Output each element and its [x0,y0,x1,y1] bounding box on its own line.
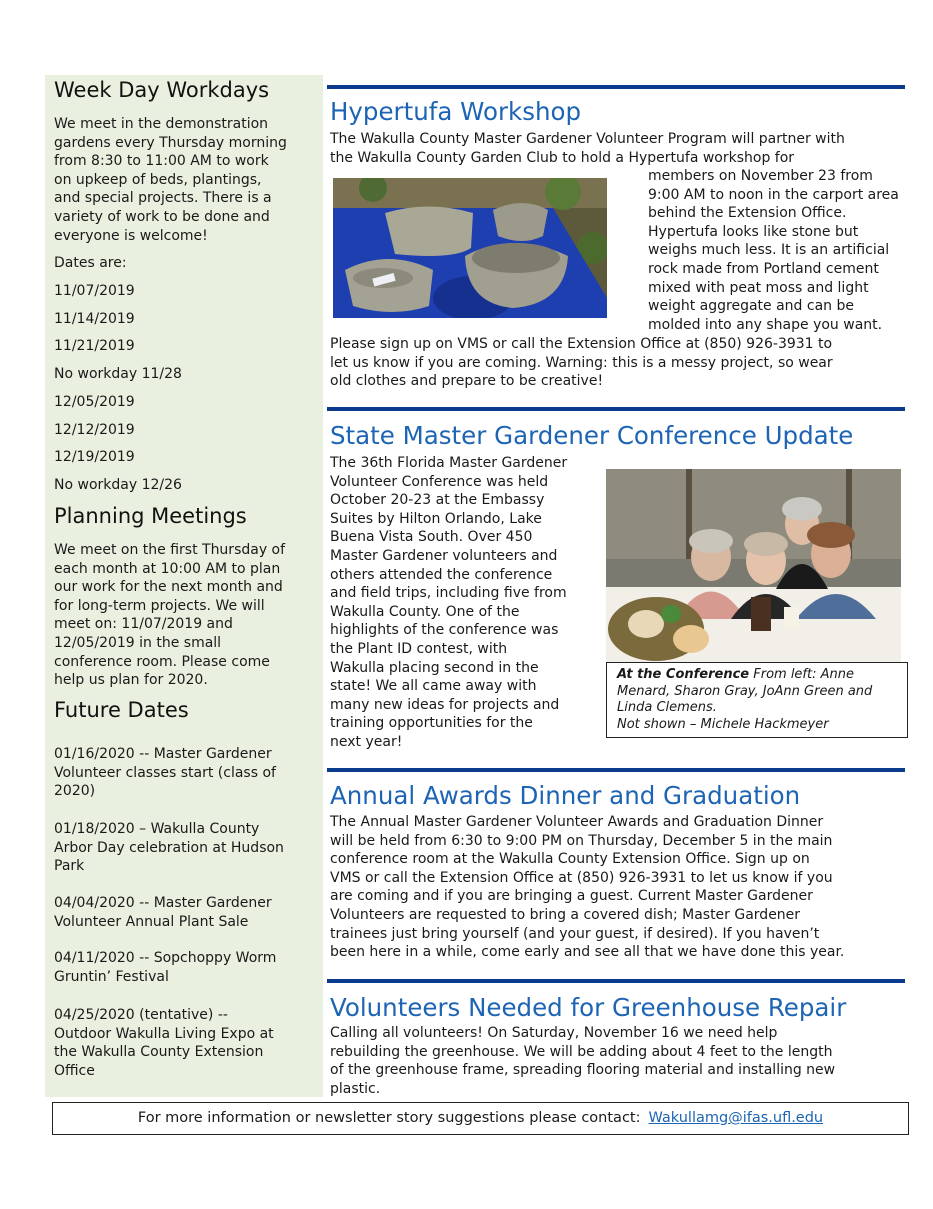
text-line: 2020) [54,783,96,800]
text-line: conference room at the Wakulla County Extension Office. Sign up on [330,851,810,868]
text-line: been here in a while, come early and see all that we have done this year. [330,944,845,961]
text-line: trainees just bring yourself (and your guest, if desired). If you haven’t [330,925,820,942]
conference-group-image [606,469,901,662]
text-line: The 36th Florida Master Gardener [330,455,568,471]
workday-date: 11/21/2019 [54,338,135,354]
weekday-workdays-heading: Week Day Workdays [54,78,270,102]
section-divider [327,979,905,983]
text-line: 9:00 AM to noon in the carport area [648,186,899,203]
future-date-item [54,894,316,931]
text-line: plastic. [330,1080,381,1097]
text-line: Arbor Day celebration at Hudson [54,839,284,856]
future-date-item [54,820,316,876]
text-line: our work for the next month and [54,579,283,596]
future-date-item [54,1006,316,1080]
workday-date: 12/19/2019 [54,449,135,465]
text-line: 01/16/2020 -- Master Gardener [54,746,272,762]
text-line: Volunteer classes start (class of [54,764,276,781]
workday-date: No workday 11/28 [54,366,182,382]
future-date-item [54,949,316,986]
text-line: each month at 10:00 AM to plan [54,560,281,577]
caption-text: From left: Anne Menard, Sharon Gray, JoAnn Green and Linda Clemens. [617,667,873,715]
text-line: Office [54,1062,95,1079]
hypertufa-side-text [648,167,910,334]
contact-email-link[interactable]: Wakullamg@ifas.ufl.edu [648,1110,824,1126]
conference-heading: State Master Gardener Conference Update [330,421,854,450]
text-line: variety of work to be done and [54,208,270,225]
text-line: behind the Extension Office. [648,205,847,222]
caption-bold-label: At the Conference [617,667,750,682]
hypertufa-planters-image [333,178,607,318]
text-line: are coming and if you are bringing a guest. Current Master Gardener [330,888,813,905]
awards-text [330,813,910,962]
text-line: the Wakulla County Garden Club to hold a Hypertufa workshop for [330,149,795,166]
footer-text: For more information or newsletter story suggestions please contact: [137,1110,641,1126]
text-line: on upkeep of beds, plantings, [54,171,262,188]
text-line: will be held from 6:30 to 9:00 PM on Thursday, December 5 in the main [330,832,833,849]
text-line: weighs much less. It is an artificial [648,242,890,259]
conference-photo-caption [606,662,908,738]
dates-label: Dates are: [54,255,127,271]
text-line: Gruntin’ Festival [54,968,169,985]
text-line: The Wakulla County Master Gardener Volunteer Program will partner with [330,131,845,147]
contact-footer [52,1102,909,1135]
section-divider [327,85,905,89]
section-divider [327,768,905,772]
text-line: Please sign up on VMS or call the Extension Office at (850) 926-3931 to [330,336,833,352]
text-line: October 20-23 at the Embassy [330,492,545,509]
workday-date: No workday 12/26 [54,477,182,493]
text-line: 04/25/2020 (tentative) -- [54,1007,228,1023]
planning-meetings-heading: Planning Meetings [54,504,247,528]
conference-text [330,454,600,752]
conference-photo [606,469,901,662]
text-line: gardens every Thursday morning [54,134,287,151]
sidebar [45,75,323,1097]
hypertufa-photo [333,178,607,318]
workday-date: 11/14/2019 [54,311,135,327]
text-line: the Plant ID contest, with [330,640,508,657]
text-line: training opportunities for the [330,715,533,732]
greenhouse-heading: Volunteers Needed for Greenhouse Repair [330,993,847,1022]
text-line: Park [54,858,85,875]
text-line: next year! [330,733,403,750]
text-line: 12/05/2019 in the small [54,634,222,651]
text-line: We meet in the demonstration [54,116,269,132]
text-line: old clothes and prepare to be creative! [330,373,604,390]
text-line: Calling all volunteers! On Saturday, November 16 we need help [330,1025,778,1041]
text-line: for long-term projects. We will [54,597,265,614]
text-line: meet on: 11/07/2019 and [54,616,233,633]
text-line: Volunteer Annual Plant Sale [54,913,249,930]
text-line: many new ideas for projects and [330,696,560,713]
text-line: rock made from Portland cement [648,260,879,277]
text-line: and special projects. There is a [54,190,272,207]
planning-text [54,541,316,690]
text-line: mixed with peat moss and light [648,279,869,296]
text-line: 04/11/2020 -- Sopchoppy Worm [54,950,277,966]
text-line: The Annual Master Gardener Volunteer Awards and Graduation Dinner [330,814,824,830]
weekday-intro [54,115,316,245]
workday-date: 11/07/2019 [54,283,135,299]
text-line: Buena Vista South. Over 450 [330,529,533,546]
text-line: conference room. Please come [54,653,270,670]
text-line: Wakulla placing second in the [330,659,539,676]
text-line: others attended the conference [330,566,553,583]
text-line: We meet on the first Thursday of [54,542,286,558]
caption-not-shown: Not shown – Michele Hackmeyer [617,716,829,732]
hypertufa-intro [330,130,910,167]
text-line: Volunteers are requested to bring a covered dish; Master Gardener [330,906,801,923]
text-line: members on November 23 from [648,168,873,184]
text-line: let us know if you are coming. Warning: this is a messy project, so wear [330,354,833,371]
text-line: and field trips, including five from [330,585,567,602]
text-line: of the greenhouse frame, spreading flooring material and installing new [330,1062,836,1079]
text-line: Outdoor Wakulla Living Expo at [54,1025,274,1042]
awards-heading: Annual Awards Dinner and Graduation [330,781,801,810]
future-dates-heading: Future Dates [54,698,189,722]
text-line: state! We all came away with [330,678,537,695]
text-line: help us plan for 2020. [54,672,208,689]
text-line: weight aggregate and can be [648,298,854,315]
text-line: 04/04/2020 -- Master Gardener [54,895,272,911]
text-line: Hypertufa looks like stone but [648,223,859,240]
text-line: rebuilding the greenhouse. We will be adding about 4 feet to the length [330,1043,833,1060]
future-date-item [54,745,316,801]
text-line: from 8:30 to 11:00 AM to work [54,153,269,170]
workday-date: 12/05/2019 [54,394,135,410]
text-line: highlights of the conference was [330,622,559,639]
hypertufa-signup-text [330,335,910,391]
text-line: 01/18/2020 – Wakulla County [54,821,260,837]
text-line: VMS or call the Extension Office at (850) 926-3931 to let us know if you [330,869,833,886]
workday-date: 12/12/2019 [54,422,135,438]
text-line: Master Gardener volunteers and [330,547,558,564]
text-line: everyone is welcome! [54,227,208,244]
text-line: molded into any shape you want. [648,316,883,333]
text-line: Volunteer Conference was held [330,473,549,490]
hypertufa-heading: Hypertufa Workshop [330,97,582,126]
text-line: Suites by Hilton Orlando, Lake [330,510,542,527]
text-line: the Wakulla County Extension [54,1044,264,1061]
greenhouse-text [330,1024,910,1098]
text-line: Wakulla County. One of the [330,603,520,620]
section-divider [327,407,905,411]
